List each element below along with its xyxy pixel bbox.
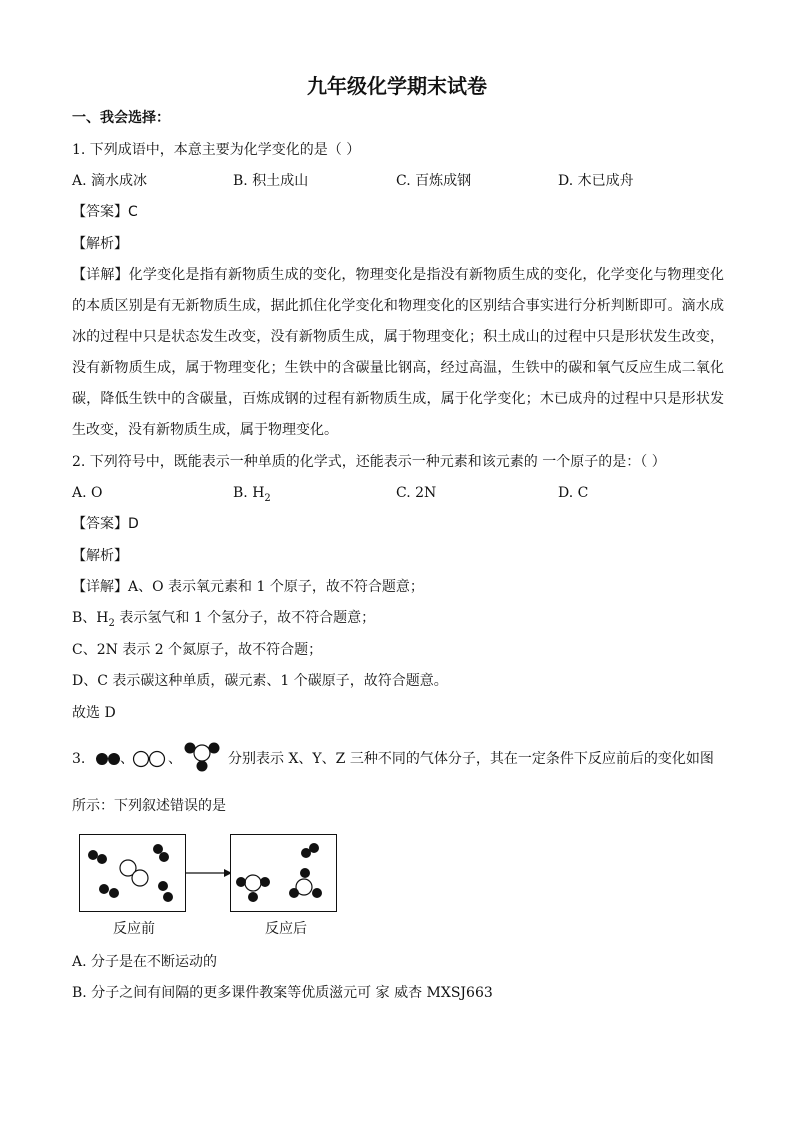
q2-line-b-pre: B、H bbox=[72, 610, 109, 626]
q2-option-b-text: B. H bbox=[233, 485, 265, 501]
q1-detail-row: 没有新物质生成，属于物理变化；生铁中的含碳量比钢高，经过高温，生铁中的碳和氧气反应生成二氧化 bbox=[72, 360, 724, 376]
q1-option-d: D. 木已成舟 bbox=[558, 173, 634, 189]
q1-option-b: B. 积土成山 bbox=[233, 173, 309, 189]
q2-option-a: A. O bbox=[72, 485, 103, 501]
after-reaction-molecules bbox=[231, 835, 336, 911]
q1-detail-row: 【详解】化学变化是指有新物质生成的变化，物理变化是指没有新物质生成的变化，化学变化与物理变化 bbox=[72, 267, 724, 283]
q2-option-c: C. 2N bbox=[396, 485, 437, 501]
molecule-y-icon bbox=[132, 750, 170, 768]
q2-line-c: C、2N 表示 2 个氮原子，故不符合题； bbox=[72, 642, 323, 658]
q3-number: 3. bbox=[72, 751, 86, 767]
q3-option-b: B. 分子之间有间隔的更多课件教案等优质滋元可 家 威杏 MXSJ663 bbox=[72, 985, 493, 1001]
section-heading: 一、我会选择： bbox=[72, 110, 170, 126]
q1-analysis-label: 【解析】 bbox=[72, 236, 128, 252]
q2-option-b bbox=[233, 483, 271, 509]
q2-option-d: D. C bbox=[558, 485, 589, 501]
reaction-arrow-icon bbox=[186, 867, 232, 879]
q1-option-c: C. 百炼成钢 bbox=[396, 173, 472, 189]
q2-line-b bbox=[72, 608, 375, 634]
q1-detail bbox=[72, 260, 724, 446]
legend-separator: 、 bbox=[120, 751, 134, 767]
subscript: 2 bbox=[264, 492, 271, 504]
q3-option-a: A. 分子是在不断运动的 bbox=[72, 954, 218, 970]
before-reaction-caption: 反应前 bbox=[113, 921, 155, 937]
q1-detail-row: 碳，降低生铁中的含碳量，百炼成钢的过程有新物质生成，属于化学变化；木已成舟的过程中只是形状发 bbox=[72, 391, 724, 407]
q1-answer: 【答案】C bbox=[72, 204, 138, 220]
q2-conclusion: 故选 D bbox=[72, 705, 116, 721]
q1-option-a: A. 滴水成冰 bbox=[72, 173, 148, 189]
q2-answer: 【答案】D bbox=[72, 516, 139, 532]
after-reaction-caption: 反应后 bbox=[265, 921, 307, 937]
subscript: 2 bbox=[108, 617, 115, 629]
page-title: 九年级化学期末试卷 bbox=[307, 74, 487, 98]
before-reaction-molecules bbox=[80, 835, 185, 911]
q2-line-d: D、C 表示碳这种单质，碳元素、1 个碳原子，故符合题意。 bbox=[72, 673, 448, 689]
q1-detail-row: 生改变，没有新物质生成，属于物理变化。 bbox=[72, 422, 338, 438]
q3-stem-continued: 所示：下列叙述错误的是 bbox=[72, 798, 226, 814]
q2-detail: 【详解】A、O 表示氧元素和 1 个原子，故不符合题意； bbox=[72, 579, 424, 595]
question-1-stem: 1. 下列成语中，本意主要为化学变化的是（ ） bbox=[72, 142, 361, 158]
question-2-stem: 2. 下列符号中，既能表示一种单质的化学式，还能表示一种元素和该元素的 一个原子的是：（ ） bbox=[72, 454, 666, 470]
legend-separator: 、 bbox=[168, 751, 182, 767]
q2-line-b-post: 表示氢气和 1 个氢分子，故不符合题意； bbox=[114, 610, 376, 626]
q2-analysis-label: 【解析】 bbox=[72, 548, 128, 564]
q1-detail-row: 冰的过程中只是状态发生改变，没有新物质生成，属于物理变化；积土成山的过程中只是形状发生改变， bbox=[72, 329, 724, 345]
q3-stem-tail: 分别表示 X、Y、Z 三种不同的气体分子，其在一定条件下反应前后的变化如图 bbox=[228, 751, 714, 767]
q1-detail-row: 的本质区别是有无新物质生成，据此抓住化学变化和物理变化的区别结合事实进行分析判断即可。滴水成 bbox=[72, 298, 724, 314]
molecule-z-icon bbox=[182, 740, 224, 774]
